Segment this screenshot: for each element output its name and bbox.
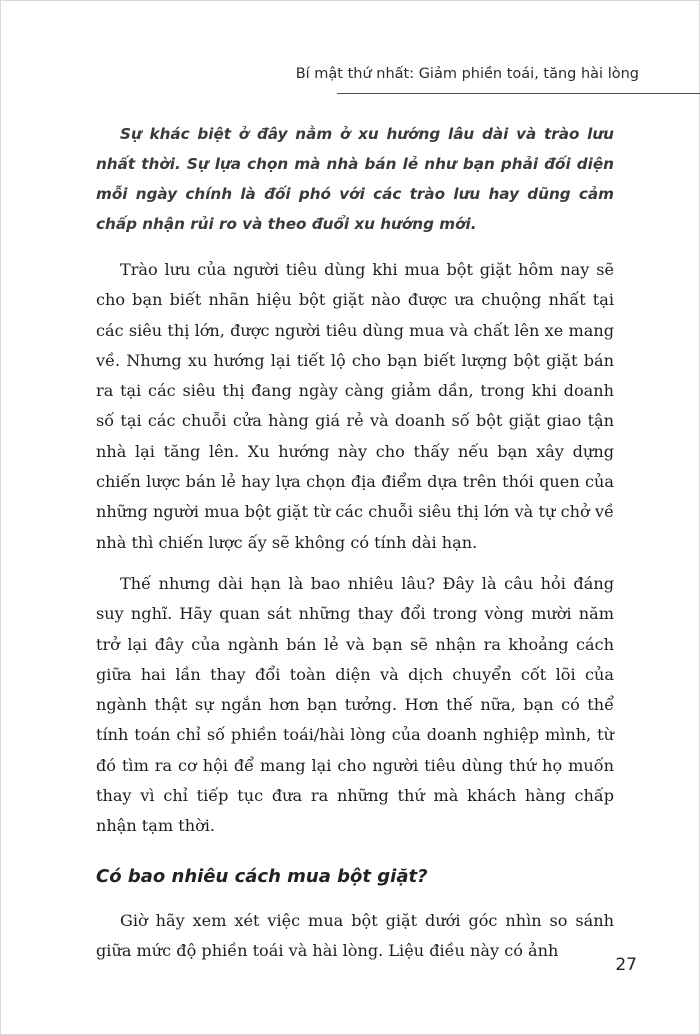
page-number: 27 xyxy=(615,955,637,975)
body-paragraph-3: Giờ hãy xem xét việc mua bột giặt dưới góc nhìn so sánh giữa mức độ phiền toái và hài lòng. Liệu điều này có ảnh xyxy=(96,910,614,960)
running-head-rule xyxy=(295,55,700,94)
page-body xyxy=(96,119,614,977)
body-paragraph-1: Trào lưu của người tiêu dùng khi mua bột giặt hôm nay sẽ cho bạn biết nhãn hiệu bột giặt nào được ưa chuộng nhất tại các siêu thị lớn, được người tiêu dùng mua và chất lên xe mang về. Nhưng xu hướng lại tiết lộ cho bạn biết lượng bột giặt bán ra tại các siêu thị đang ngày càng giảm dần, trong khi doanh số tại các chuỗi cửa hàng giá rẻ và doanh số bột giặt giao tận nhà lại tăng lên. Xu hướng này cho thấy nếu bạn xây dựng chiến lược bán lẻ hay lựa chọn địa điểm dựa trên thói quen của những người mua bột giặt từ các chuỗi siêu thị lớn và tự chở về nhà thì chiến lược ấy sẽ không có tính dài hạn. xyxy=(96,260,614,552)
body-paragraph-2: Thế nhưng dài hạn là bao nhiêu lâu? Đây là câu hỏi đáng suy nghĩ. Hãy quan sát những thay đổi trong vòng mười năm trở lại đây của ngành bán lẻ và bạn sẽ nhận ra khoảng cách giữa hai lần thay đổi toàn diện và dịch chuyển cốt lõi của ngành thật sự ngắn hơn bạn tưởng. Hơn thế nữa, bạn có thể tính toán chỉ số phiền toái/hài lòng của doanh nghiệp mình, từ đó tìm ra cơ hội để mang lại cho người tiêu dùng thứ họ muốn thay vì chỉ tiếp tục đưa ra những thứ mà khách hàng chấp nhận tạm thời. xyxy=(96,573,614,836)
running-head: Bí mật thứ nhất: Giảm phiền toái, tăng hài lòng xyxy=(295,66,639,82)
intro-paragraph: Sự khác biệt ở đây nằm ở xu hướng lâu dài và trào lưu nhất thời. Sự lựa chọn mà nhà bán lẻ như bạn phải đối diện mỗi ngày chính là đối phó với các trào lưu hay dũng cảm chấp nhận rủi ro và theo đuổi xu hướng mới. xyxy=(96,125,614,233)
section-heading: Có bao nhiêu cách mua bột giặt? xyxy=(96,865,428,887)
